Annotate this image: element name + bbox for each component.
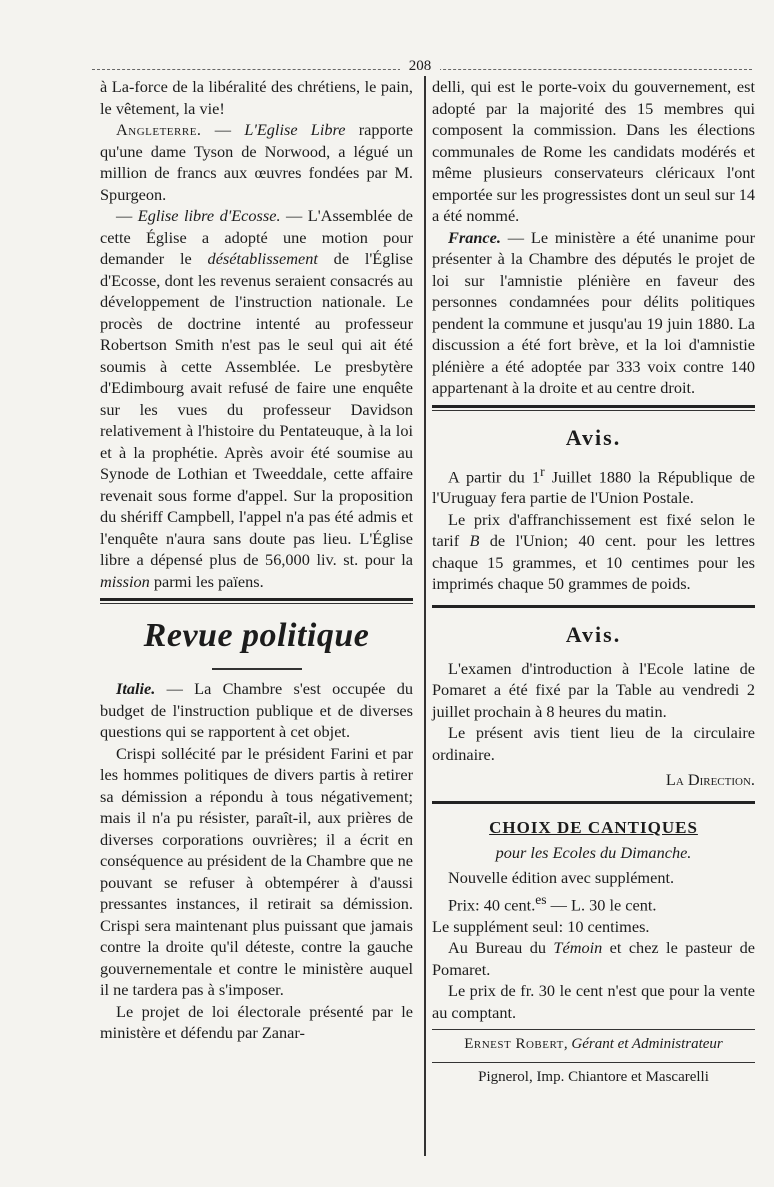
section-rule-thin bbox=[432, 410, 755, 411]
price-sup: es bbox=[535, 891, 547, 907]
publisher-name: Ernest Robert bbox=[464, 1036, 564, 1053]
left-column bbox=[100, 76, 413, 1044]
ecosse-text-3: parmi les païens. bbox=[149, 571, 264, 591]
avis1-p2-a: Le prix d'affranchissement est fixé selon le tarif bbox=[432, 509, 755, 551]
ecosse-text-2: de l'Église d'Ecosse, dont les revenus seraient consacrés au développement de l'instruction nationale. Le procès de doctrine intenté au professeur Robertson Smith n'est pas le seul qui ait été soumis à cette Assemblée. Le presbytère d'Edimbourg avait refusé de faire une enquête sur les vues du professeur Davidson relativement à l'histoire du Pentateuque, à la loi et à la prophétie. Après avoir été soumise au Synode de Lothian et Tweeddale, cette affaire revenait sous forme d'appel. Sur la proposition du shériff Campbell, l'appel n'a pas été admis et l'enquête n'aura sans doute pas lieu. L'Église libre a dépensé plus de 56,000 liv. st. pour la bbox=[100, 249, 413, 569]
choix-cantiques-heading: CHOIX DE CANTIQUES bbox=[489, 817, 698, 837]
footer-rule bbox=[432, 1029, 755, 1030]
la-direction-signature: La Direction. bbox=[665, 770, 755, 790]
opening-paragraph: à La-force de la libéralité des chrétiens, le pain, le vêtement, la vie! bbox=[100, 77, 413, 118]
avis1-paragraph-2 bbox=[432, 509, 755, 595]
price-text-b: — L. 30 le cent. bbox=[546, 895, 657, 915]
choix-line-2 bbox=[432, 889, 755, 916]
choix-line-3: Le supplément seul: 10 centimes. bbox=[432, 916, 650, 936]
avis1-p2-italic: B bbox=[469, 531, 480, 551]
bureau-text-b: et chez le pasteur de Pomaret. bbox=[432, 938, 755, 979]
avis1-sup: r bbox=[540, 463, 545, 479]
ecosse-lead: — bbox=[116, 206, 138, 225]
publisher-line bbox=[432, 1034, 755, 1056]
avis1-p2-c: de l'Union; 40 cent. pour les lettres chaque 15 grammes, et 10 centimes pour les imprimés chaque 50 grammes de poids. bbox=[432, 531, 755, 594]
angleterre-source: L'Eglise Libre bbox=[244, 120, 346, 139]
angleterre-label: Angleterre. bbox=[116, 120, 202, 139]
choix-subtitle: pour les Ecoles du Dimanche. bbox=[495, 842, 692, 862]
choix-line-1: Nouvelle édition avec supplément. bbox=[448, 868, 675, 888]
avis-heading-2: Avis. bbox=[565, 621, 622, 647]
column-divider bbox=[424, 76, 426, 1156]
continuation-paragraph: delli, qui est le porte-voix du gouvernement, est adopté par la majorité des 15 membres qui composent la commission. Dans les élections communales de Rome les candidats modérés et même plusieurs conservateurs cléricaux l'ont emportée sur les progressistes dont un seul sur 14 a été nommé. bbox=[432, 77, 755, 225]
price-text: Prix: 40 cent. bbox=[448, 895, 536, 915]
avis1-text-a: A partir du 1 bbox=[448, 466, 541, 486]
ecosse-term-2: mission bbox=[100, 571, 150, 591]
angleterre-dash: — bbox=[201, 120, 245, 139]
section-rule bbox=[432, 801, 755, 804]
avis-heading-1: Avis. bbox=[565, 424, 622, 450]
avis1-paragraph-1 bbox=[432, 461, 755, 509]
angleterre-paragraph bbox=[100, 119, 413, 205]
italie-label: Italie. bbox=[116, 679, 156, 698]
ecosse-term: désétablissement bbox=[207, 249, 318, 268]
france-paragraph bbox=[432, 227, 755, 399]
publisher-role: , Gérant et Administrateur bbox=[563, 1036, 723, 1053]
section-rule bbox=[100, 598, 413, 601]
ecosse-source: Eglise libre d'Ecosse. bbox=[137, 206, 281, 225]
avis1-text-b: Juillet 1880 la République de l'Uruguay fera partie de l'Union Postale. bbox=[432, 466, 756, 508]
footer-rule-2 bbox=[432, 1062, 755, 1063]
italie-paragraph bbox=[100, 678, 413, 743]
france-text: — Le ministère a été unanime pour présenter à la Chambre des députés le projet de loi sur l'amnistie plénière en faveur des personnes condamnées pour délits politiques pendent la commune et jusqu'au 19 juin 1880. La discussion a été fort brève, et la loi d'amnistie plénière a été adoptée par 333 voix contre 140 appartenant à la droite et au centre droit. bbox=[432, 227, 755, 397]
france-label: France. bbox=[448, 227, 501, 247]
bureau-text: Au Bureau du bbox=[448, 938, 554, 958]
crispi-paragraph: Crispi sollécité par le président Farini et par les hommes politiques de divers partis à retirer sa démission a répondu à tous négativement; mais il n'a pu résister, paraît-il, aux prières de diverses corporations ouvrières; il a écrit en conséquence au président de la Chambre que ne pouvant se refuser à obtempérer à d'aussi pressantes instances, il retirait sa démission. Crispi sera maintenant plus puissant que jamais contre la droite qu'il déteste, contre la gauche gouvernementale et contre le ministère auquel il ne tardera pas à s'imposer. bbox=[100, 743, 413, 999]
ecosse-text-1: — L'Assemblée de cette Église a adopté une motion pour demander le bbox=[100, 206, 413, 268]
ecosse-paragraph bbox=[100, 205, 413, 592]
temoin-title: Témoin bbox=[553, 938, 603, 958]
revue-politique-heading: Revue politique bbox=[143, 617, 370, 654]
projet-paragraph: Le projet de loi électorale présenté par le ministère et défendu par Zanar- bbox=[100, 1001, 413, 1042]
angleterre-text: rapporte qu'une dame Tyson de Norwood, a légué un million de francs aux œuvres fondées par M. Spurgeon. bbox=[100, 120, 414, 204]
italie-text: — La Chambre s'est occupée du budget de l'instruction publique et de diverses questions qui se rapportent à cet objet. bbox=[100, 679, 413, 741]
section-rule bbox=[432, 605, 755, 608]
avis2-paragraph-2: Le présent avis tient lieu de la circulaire ordinaire. bbox=[432, 723, 755, 764]
choix-line-4 bbox=[432, 937, 755, 980]
printer-line: Pignerol, Imp. Chiantore et Mascarelli bbox=[478, 1068, 709, 1085]
avis2-paragraph-1: L'examen d'introduction à l'Ecole latine de Pomaret a été fixé par la Table au vendredi 2 juillet prochain à 8 heures du matin. bbox=[432, 658, 755, 721]
page-number: 208 bbox=[400, 58, 440, 75]
section-rule-thin bbox=[100, 603, 413, 604]
right-column bbox=[432, 76, 755, 1088]
choix-line-5: Le prix de fr. 30 le cent n'est que pour la vente au comptant. bbox=[432, 981, 755, 1022]
section-rule bbox=[432, 405, 755, 408]
title-ornament-rule bbox=[212, 668, 302, 670]
